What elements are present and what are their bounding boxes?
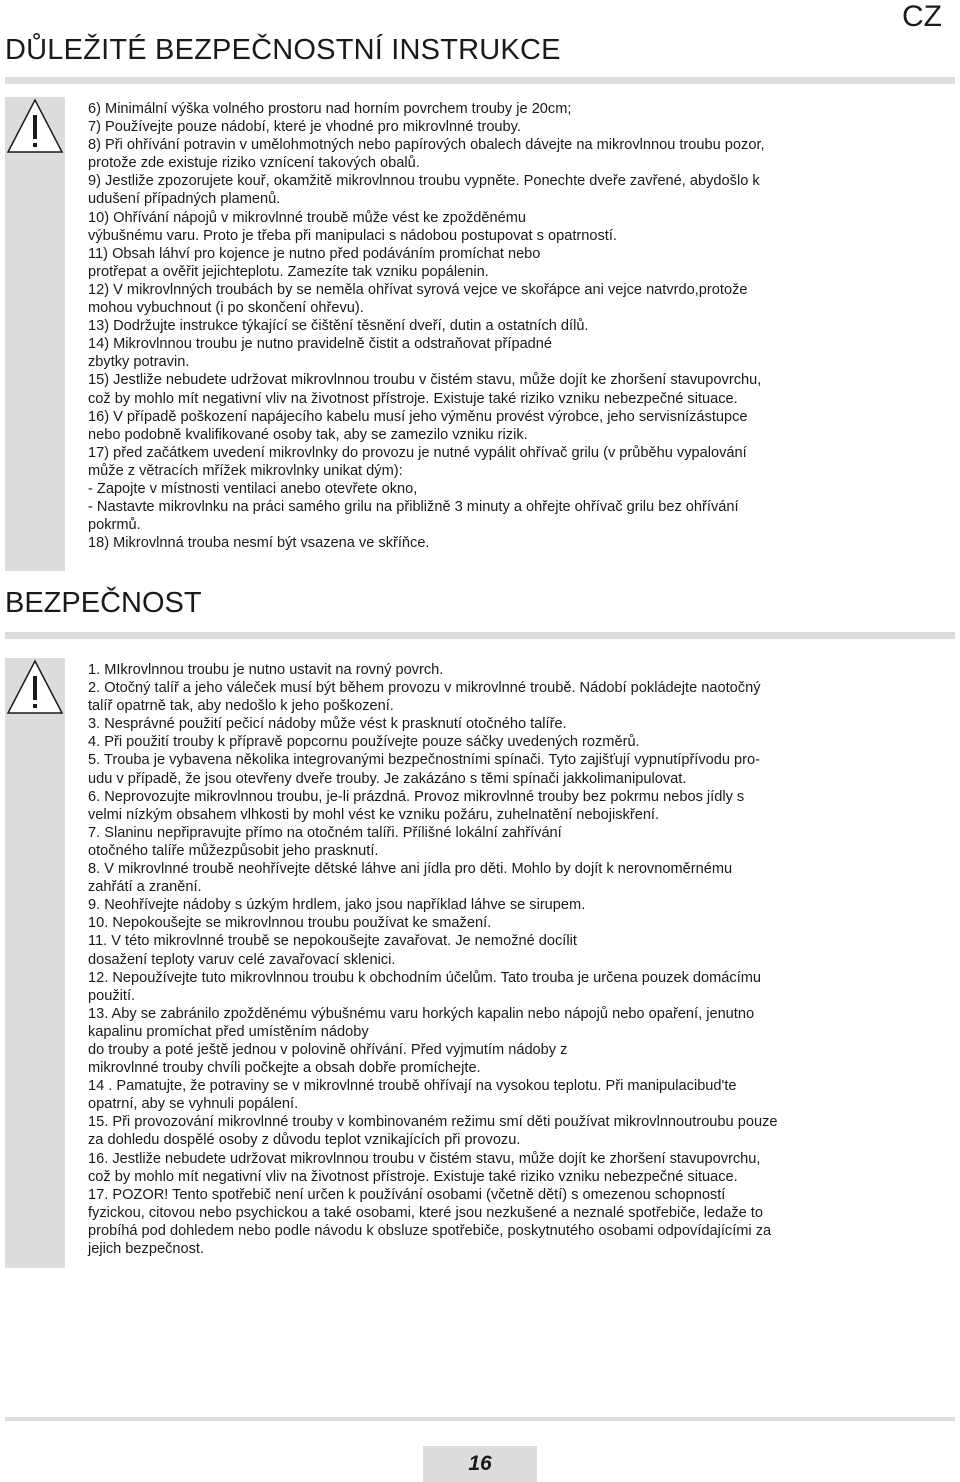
text-line: 16) V případě poškození napájecího kabelu musí jeho výměnu provést výrobce, jeho servisnízástupce [88, 408, 748, 425]
text-line: velmi nízkým obsahem vlhkosti by mohl vést ke vzniku požáru, zuhelnatění nebojiskření. [88, 806, 660, 823]
text-line: otočného talíře můžezpůsobit jeho prasknutí. [88, 842, 379, 859]
text-line: výbušnému varu. Proto je třeba při manipulaci s nádobou postupovat s opatrností. [88, 227, 617, 244]
instructions-list [88, 100, 950, 552]
safety-list [88, 661, 950, 1258]
text-line: 3. Nesprávné použití pečicí nádoby může vést k prasknutí otočného talíře. [88, 716, 567, 733]
text-line: 9. Neohřívejte nádoby s úzkým hrdlem, jako jsou například láhve se sirupem. [88, 897, 586, 914]
text-line: protože zde existuje riziko vznícení takových obalů. [88, 155, 420, 172]
text-line: 6) Minimální výška volného prostoru nad horním povrchem trouby je 20cm; [88, 101, 572, 117]
text-line: 10. Nepokoušejte se mikrovlnnou troubu používat ke smažení. [88, 915, 492, 932]
text-line: což by mohlo mít negativní vliv na životnost přístroje. Existuje také riziko vzniku nebezpečné situace. [88, 1168, 738, 1185]
text-line: nebo podobně kvalifikované osoby tak, aby se zamezilo vzniku rizik. [88, 426, 528, 443]
text-line: probíhá pod dohledem nebo podle návodu k obsluze spotřebiče, poskytnutého osobami odpovídajícími za [88, 1222, 772, 1239]
text-line: 11) Obsah láhví pro kojence je nutno před podáváním promíchat nebo [88, 245, 541, 262]
divider-top [5, 77, 955, 84]
text-line: 11. V této mikrovlnné troubě se nepokoušejte zavařovat. Je nemožné docílit [88, 933, 577, 950]
text-line: mikrovlnné trouby chvíli počkejte a obsah dobře promíchejte. [88, 1060, 481, 1077]
text-line: mohou vybuchnout (i po skončení ohřevu). [88, 300, 364, 317]
warning-triangle-icon [5, 658, 65, 718]
text-line: 8) Při ohřívání potravin v umělohmotných nebo papírových obalech dávejte na mikrovlnnou troubu pozor, [88, 137, 765, 154]
text-line: jejich bezpečnost. [88, 1241, 205, 1257]
warning-sidebar-2 [5, 658, 65, 1268]
text-line: 6. Neprovozujte mikrovlnnou troubu, je-li prázdná. Provoz mikrovlnné trouby bez pokrmu nebos jídly s [88, 788, 745, 805]
text-line: do trouby a poté ještě jednou v polovině ohřívání. Před vyjmutím nádoby z [88, 1041, 568, 1058]
text-line: 16. Jestliže nebudete udržovat mikrovlnnou troubu v čistém stavu, může dojít ke zhoršení stavupovrchu, [88, 1150, 761, 1167]
text-line: za dohledu dospělé osoby z důvodu teplot vznikajících při provozu. [88, 1132, 521, 1149]
language-code: CZ [902, 0, 942, 33]
text-line: 4. Při použití trouby k přípravě popcornu používejte pouze sáčky uvedených rozměrů. [88, 734, 640, 751]
page-number-box [423, 1446, 537, 1482]
text-line: zahřátí a zranění. [88, 879, 202, 896]
text-line: 15) Jestliže nebudete udržovat mikrovlnnou troubu v čistém stavu, může dojít ke zhoršení stavupovrchu, [88, 372, 762, 389]
text-line: 7. Slaninu nepřipravujte přímo na otočném talíři. Přílišné lokální zahřívání [88, 824, 562, 841]
text-line: fyzickou, citovou nebo psychickou a také osobami, které jsou nezkušené a neznalé spotřebiče, ledaže to [88, 1204, 763, 1221]
warning-triangle-icon [5, 97, 65, 157]
warning-sidebar-1 [5, 97, 65, 571]
text-line: protřepat a ověřit jejichteplotu. Zamezíte tak vzniku popálenin. [88, 263, 489, 280]
text-line: 18) Mikrovlnná trouba nesmí být vsazena ve skříňce. [88, 535, 430, 552]
text-line: 12) V mikrovlnných troubách by se neměla ohřívat syrová vejce ve skořápce ani vejce natvrdo,protože [88, 281, 748, 298]
text-line: talíř opatrně tak, aby nedošlo k jeho poškození. [88, 698, 394, 715]
divider-middle [5, 632, 955, 639]
text-line: použití. [88, 987, 136, 1004]
text-line: 10) Ohřívání nápojů v mikrovlnné troubě může vést ke zpožděnému [88, 209, 527, 226]
text-line: což by mohlo mít negativní vliv na životnost přístroje. Existuje také riziko vzniku nebezpečné situace. [88, 390, 738, 407]
text-line: 17) před začátkem uvedení mikrovlnky do provozu je nutné vypálit ohřívač grilu (v průběhu vypalování [88, 444, 747, 461]
text-line: 2. Otočný talíř a jeho váleček musí být během provozu v mikrovlnné troubě. Nádobí pokládejte naotočný [88, 680, 761, 697]
text-line: 1. MIkrovlnnou troubu je nutno ustavit na rovný povrch. [88, 662, 444, 678]
text-line: 5. Trouba je vybavena několika integrovanými bezpečnostními spínači. Tyto zajišťují vypnutípřívodu pro- [88, 752, 761, 769]
text-line: dosažení teploty varuv celé zavařovací sklenici. [88, 951, 396, 968]
text-line: 12. Nepoužívejte tuto mikrovlnnou troubu k obchodním účelům. Tato trouba je určena pouzek domácímu [88, 969, 762, 986]
text-line: 8. V mikrovlnné troubě neohřívejte dětské láhve ani jídla pro děti. Mohlo by dojít k nerovnoměrnému [88, 861, 733, 878]
text-line: - Zapojte v místnosti ventilaci anebo otevřete okno, [88, 480, 418, 497]
divider-bottom [5, 1417, 955, 1421]
text-line: kapalinu promíchat před umístěním nádoby [88, 1023, 369, 1040]
text-line: může z větracích mřížek mikrovlnky unikat dým): [88, 462, 403, 479]
text-line: 13. Aby se zabránilo zpožděnému výbušnému varu horkých kapalin nebo nápojů nebo opaření, jenutno [88, 1005, 755, 1022]
text-line: opatrní, aby se vyhnuli popálení. [88, 1096, 299, 1113]
text-line: 7) Používejte pouze nádobí, které je vhodné pro mikrovlnné trouby. [88, 119, 521, 136]
page-number: 16 [468, 1452, 492, 1475]
page-title: DŮLEŽITÉ BEZPEČNOSTNÍ INSTRUKCE [5, 34, 561, 66]
text-line: udušení případných plamenů. [88, 191, 281, 208]
section-title-bezpecnost: BEZPEČNOST [5, 587, 202, 619]
text-line: 15. Při provozování mikrovlnné trouby v kombinovaném režimu smí děti používat mikrovlnnoutroubu pouze [88, 1114, 778, 1131]
text-line: 14) Mikrovlnnou troubu je nutno pravidelně čistit a odstraňovat případné [88, 336, 553, 353]
text-line: - Nastavte mikrovlnku na práci samého grilu na přibližně 3 minuty a ohřejte ohřívač grilu bez ohřívání [88, 499, 739, 516]
text-line: 9) Jestliže zpozorujete kouř, okamžitě mikrovlnnou troubu vypněte. Ponechte dveře zavřené, abydošlo k [88, 173, 760, 190]
text-line: 13) Dodržujte instrukce týkající se čištění těsnění dveří, dutin a ostatních dílů. [88, 318, 589, 335]
text-line: 17. POZOR! Tento spotřebič není určen k používání osobami (včetně dětí) s omezenou schopností [88, 1186, 726, 1203]
text-line: pokrmů. [88, 517, 141, 534]
text-line: 14 . Pamatujte, že potraviny se v mikrovlnné troubě ohřívají na vysokou teplotu. Při manipulacibud'te [88, 1078, 737, 1095]
text-line: udu v případě, že jsou otevřeny dveře trouby. Je zakázáno s těmi spínači jakkolimanipulovat. [88, 770, 687, 787]
text-line: zbytky potravin. [88, 354, 190, 371]
